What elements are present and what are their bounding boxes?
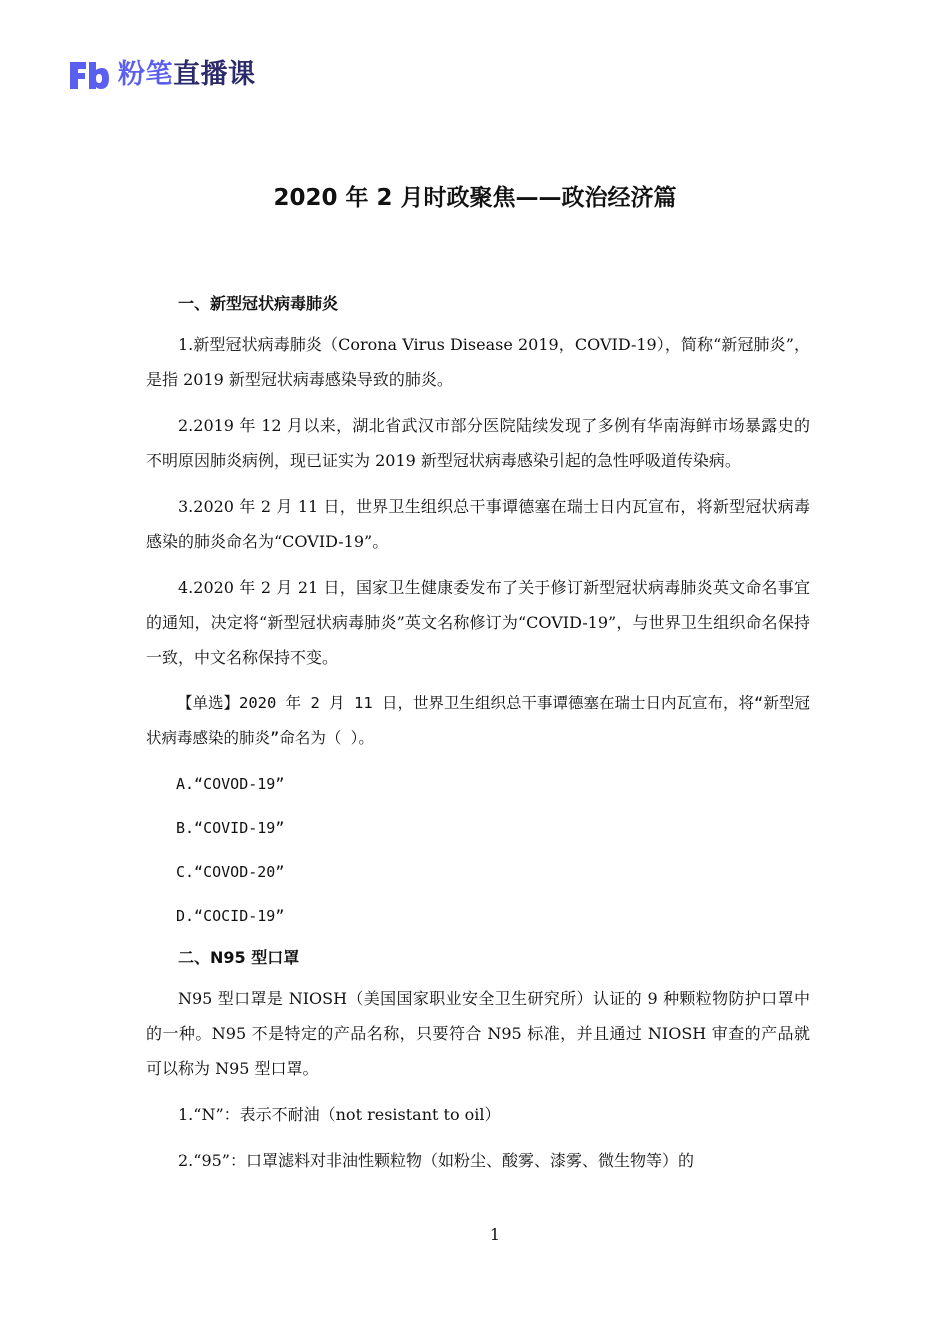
paragraph: 4.2020 年 2 月 21 日，国家卫生健康委发布了关于修订新型冠状病毒肺炎英文命名事宜的通知，决定将“新型冠状病毒肺炎”英文名称修订为“COVID-19”，与世界卫生组织命名保持一致，中文名称保持不变。 <box>146 578 810 667</box>
option-d: D.“COCID-19” <box>176 907 285 925</box>
brand-name-primary: 粉笔 <box>118 59 173 90</box>
paragraph: 1.新型冠状病毒肺炎（Corona Virus Disease 2019，COVID-19），简称“新冠肺炎”，是指 2019 新型冠状病毒感染导致的肺炎。 <box>146 335 810 389</box>
page-number: 1 <box>489 1225 501 1244</box>
document-body <box>146 289 810 1189</box>
paragraph: 2.2019 年 12 月以来，湖北省武汉市部分医院陆续发现了多例有华南海鲜市场暴露史的不明原因肺炎病例，现已证实为 2019 新型冠状病毒感染引起的急性呼吸道传染病。 <box>146 416 810 470</box>
paragraph: 1.“N”：表示不耐油（not resistant to oil） <box>178 1105 501 1124</box>
brand-logo <box>68 58 256 92</box>
section-heading-2: 二、N95 型口罩 <box>178 948 300 967</box>
paragraph: 3.2020 年 2 月 11 日，世界卫生组织总干事谭德塞在瑞士日内瓦宣布，将新型冠状病毒感染的肺炎命名为“COVID-19”。 <box>146 497 810 551</box>
section-heading-1: 一、新型冠状病毒肺炎 <box>178 294 339 313</box>
brand-name-secondary: 直播课 <box>173 59 256 90</box>
fenbi-logo-icon <box>68 58 110 92</box>
option-a: A.“COVOD-19” <box>176 775 285 793</box>
option-b: B.“COVID-19” <box>176 819 285 837</box>
brand-name <box>118 58 256 92</box>
paragraph: 2.“95”：口罩滤料对非油性颗粒物（如粉尘、酸雾、漆雾、微生物等）的 <box>178 1151 694 1170</box>
option-c: C.“COVOD-20” <box>176 863 285 881</box>
document-title: 2020 年 2 月时政聚焦——政治经济篇 <box>273 185 677 211</box>
question-text: 【单选】2020 年 2 月 11 日，世界卫生组织总干事谭德塞在瑞士日内瓦宣布，将“新型冠状病毒感染的肺炎”命名为（ ）。 <box>146 694 810 747</box>
paragraph: N95 型口罩是 NIOSH（美国国家职业安全卫生研究所）认证的 9 种颗粒物防护口罩中的一种。N95 不是特定的产品名称，只要符合 N95 标准，并且通过 NIOSH 审查的产品就可以称为 N95 型口罩。 <box>146 989 810 1078</box>
